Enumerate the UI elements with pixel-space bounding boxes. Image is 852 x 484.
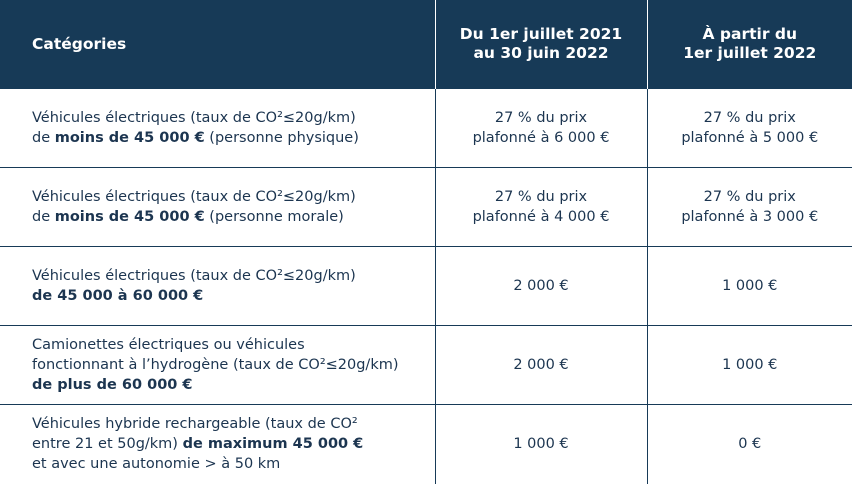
header-period2-line2: 1er juillet 2022	[648, 44, 852, 63]
table-header-row	[0, 0, 852, 89]
value-cell-period2: 1 000 €	[647, 247, 852, 326]
category-price-range: de plus de 60 000 €	[32, 375, 429, 395]
table-row	[0, 247, 852, 326]
header-period-from-2022	[647, 0, 852, 89]
category-cell	[0, 89, 435, 168]
category-line: Véhicules hybride rechargeable (taux de CO²	[32, 414, 429, 434]
value-line: plafonné à 4 000 €	[436, 207, 647, 227]
value-line: plafonné à 5 000 €	[648, 128, 852, 148]
category-line: fonctionnant à l’hydrogène (taux de CO²≤20g/km)	[32, 355, 429, 375]
category-price-range: moins de 45 000 €	[55, 130, 205, 146]
category-price-range: moins de 45 000 €	[55, 209, 205, 225]
category-text: entre 21 et 50g/km)	[32, 436, 183, 452]
header-period1-line2: au 30 juin 2022	[436, 44, 647, 63]
value-cell-period2: 1 000 €	[647, 326, 852, 405]
header-period1-line1: Du 1er juillet 2021	[436, 25, 647, 44]
header-period2-line1: À partir du	[648, 25, 852, 44]
value-cell-period2: 0 €	[647, 405, 852, 484]
value-line: plafonné à 3 000 €	[648, 207, 852, 227]
category-line: Véhicules électriques (taux de CO²≤20g/km)	[32, 187, 429, 207]
value-line: 27 % du prix	[648, 108, 852, 128]
value-line: plafonné à 6 000 €	[436, 128, 647, 148]
value-cell-period1: 1 000 €	[435, 405, 647, 484]
category-price-range: de maximum 45 000 €	[183, 436, 364, 452]
header-categories: Catégories	[0, 0, 435, 89]
table-row	[0, 89, 852, 168]
category-line: Véhicules électriques (taux de CO²≤20g/km)	[32, 266, 429, 286]
category-line	[32, 434, 429, 454]
table-row	[0, 326, 852, 405]
value-line: 27 % du prix	[648, 187, 852, 207]
category-text: de	[32, 209, 55, 225]
category-cell	[0, 326, 435, 405]
category-cell	[0, 247, 435, 326]
header-period-2021-2022	[435, 0, 647, 89]
table-row	[0, 405, 852, 484]
value-line: 27 % du prix	[436, 108, 647, 128]
value-cell-period1: 2 000 €	[435, 326, 647, 405]
category-line: et avec une autonomie > à 50 km	[32, 454, 429, 474]
category-line: Camionettes électriques ou véhicules	[32, 335, 429, 355]
category-price-range: de 45 000 à 60 000 €	[32, 286, 429, 306]
value-cell-period2	[647, 89, 852, 168]
category-text: (personne morale)	[205, 209, 344, 225]
category-line	[32, 207, 429, 227]
category-cell	[0, 168, 435, 247]
value-cell-period1	[435, 168, 647, 247]
category-line: Véhicules électriques (taux de CO²≤20g/km)	[32, 108, 429, 128]
table-row	[0, 168, 852, 247]
value-cell-period1: 2 000 €	[435, 247, 647, 326]
value-cell-period2	[647, 168, 852, 247]
value-line: 27 % du prix	[436, 187, 647, 207]
category-cell	[0, 405, 435, 484]
category-text: de	[32, 130, 55, 146]
value-cell-period1	[435, 89, 647, 168]
category-line	[32, 128, 429, 148]
category-text: (personne physique)	[205, 130, 359, 146]
